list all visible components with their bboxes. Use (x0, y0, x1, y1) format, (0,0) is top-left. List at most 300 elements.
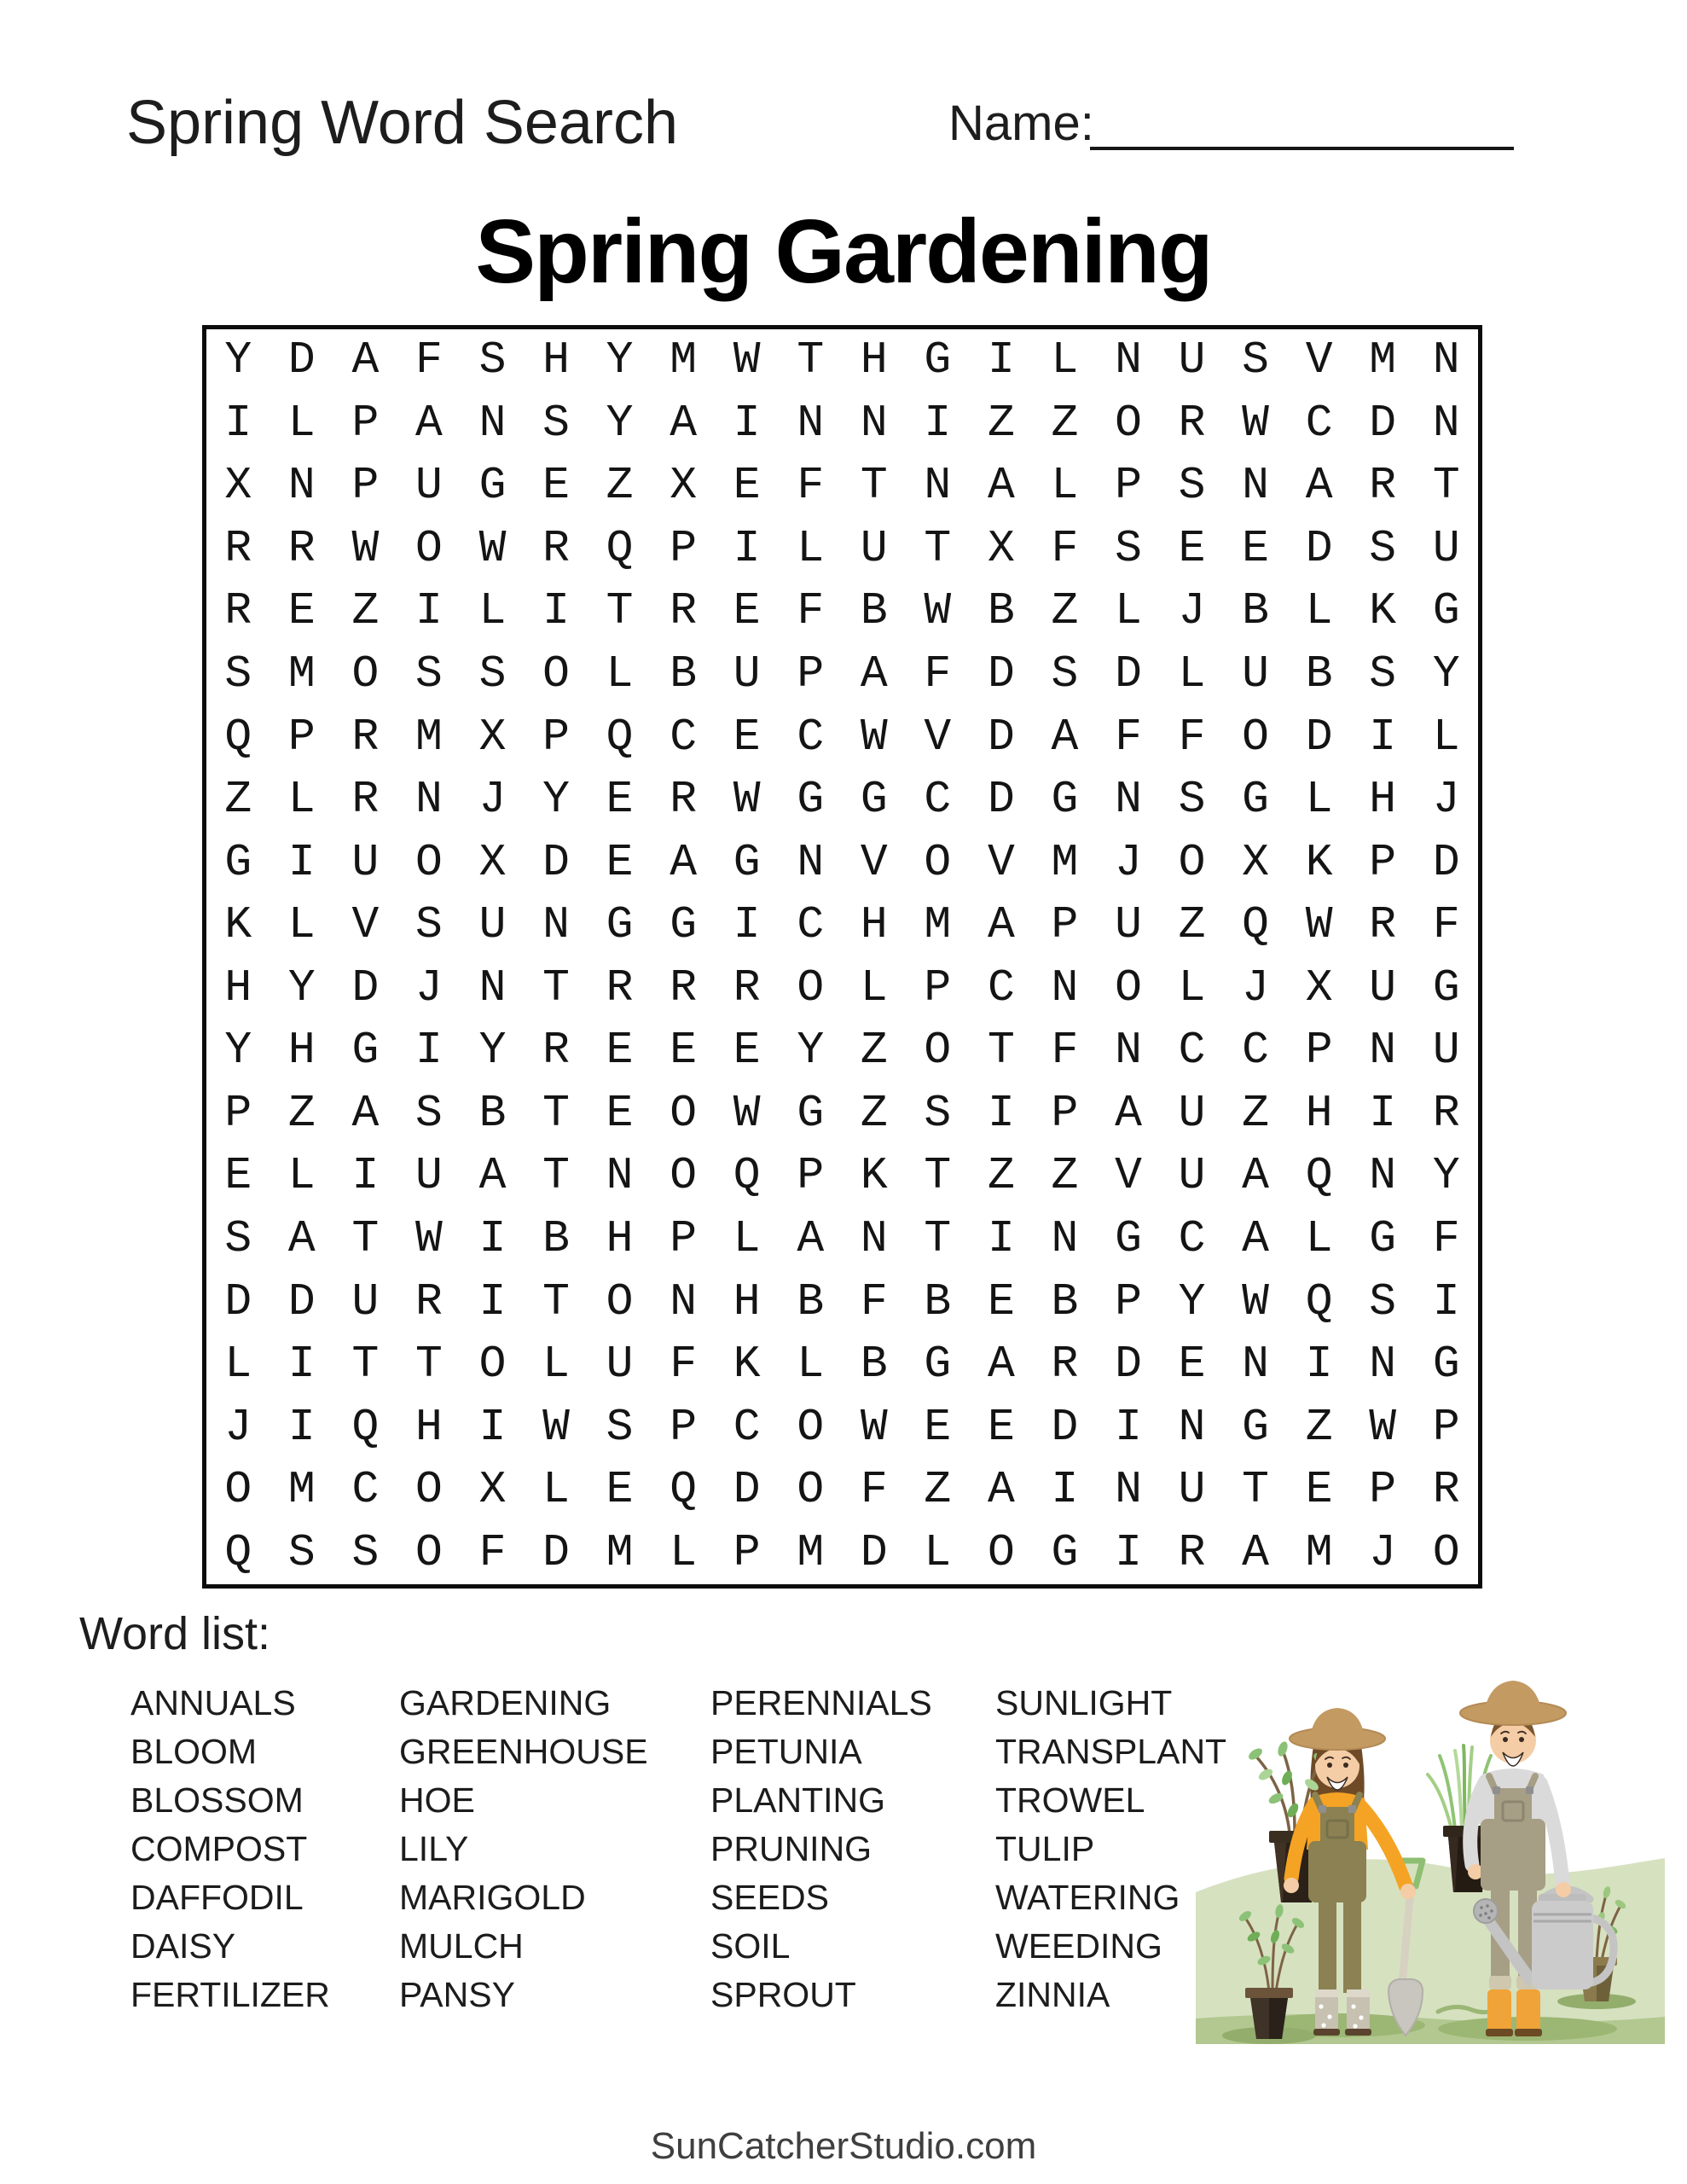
grid-cell: P (542, 711, 570, 763)
grid-cell: E (1178, 1339, 1206, 1391)
grid-cell: R (606, 961, 634, 1014)
grid-cell: S (924, 1087, 952, 1139)
grid-cell: A (670, 836, 698, 888)
word-column (399, 1679, 648, 2019)
grid-cell: W (1242, 397, 1269, 449)
grid-cell: U (1432, 522, 1460, 574)
doc-title: Spring Word Search (126, 89, 678, 157)
grid-cell: M (606, 1526, 634, 1578)
grid-cell: N (1369, 1025, 1397, 1077)
grid-cell: R (1432, 1464, 1460, 1516)
grid-cell: B (987, 585, 1015, 637)
grid-cell: F (478, 1526, 507, 1578)
grid-cell: E (542, 460, 570, 512)
grid-cell: G (351, 1025, 380, 1077)
name-blank-line (1090, 147, 1514, 150)
grid-cell: F (924, 648, 952, 700)
grid-cell: V (987, 836, 1015, 888)
grid-cell: S (1242, 334, 1269, 386)
grid-cell: A (351, 1087, 380, 1139)
puzzle-title: Spring Gardening (475, 201, 1212, 302)
grid-cell: N (287, 460, 316, 512)
grid-cell: I (287, 836, 316, 888)
grid-cell: K (860, 1150, 888, 1202)
grid-cell: R (1178, 397, 1206, 449)
grid-cell: B (670, 648, 698, 700)
grid-cell: G (733, 836, 761, 888)
grid-cell: M (287, 648, 316, 700)
grid-cell: E (606, 1464, 634, 1516)
grid-cell: B (542, 1212, 570, 1264)
grid-cell: D (351, 961, 380, 1014)
grid-cell: P (797, 1150, 825, 1202)
grid-cell: N (415, 774, 443, 826)
grid-cell: I (415, 1025, 443, 1077)
grid-cell: D (287, 334, 316, 386)
grid-cell: F (860, 1275, 888, 1327)
grid-cell: E (287, 585, 316, 637)
grid-cell: H (860, 899, 888, 951)
grid-cell: J (1369, 1526, 1397, 1578)
grid-cell: G (670, 899, 698, 951)
grid-cell: O (606, 1275, 634, 1327)
grid-cell: C (797, 899, 825, 951)
grid-cell: S (1051, 648, 1079, 700)
grid-cell: Y (606, 334, 634, 386)
grid-cell: Q (733, 1150, 761, 1202)
grid-cell: L (1305, 774, 1333, 826)
grid-cell: A (1305, 460, 1333, 512)
grid-cell: E (733, 585, 761, 637)
grid-cell: P (1369, 836, 1397, 888)
grid-cell: L (478, 585, 507, 637)
grid-cell: R (224, 522, 252, 574)
grid-cell: G (1242, 774, 1269, 826)
grid-cell: U (1432, 1025, 1460, 1077)
grid-cell: X (224, 460, 252, 512)
grid-cell: I (924, 397, 952, 449)
grid-cell: G (1115, 1212, 1142, 1264)
grid-cell: U (606, 1339, 634, 1391)
grid-cell: I (733, 522, 761, 574)
grid-cell: O (670, 1087, 698, 1139)
grid-cell: R (1432, 1087, 1460, 1139)
grid-cell: P (1305, 1025, 1333, 1077)
grid-cell: S (224, 1212, 252, 1264)
grid-cell: Z (1178, 899, 1206, 951)
grid-cell: O (797, 1401, 825, 1453)
grid-cell: D (987, 648, 1015, 700)
grid-cell: A (287, 1212, 316, 1264)
grid-cell: L (542, 1464, 570, 1516)
grid-cell: Y (1432, 1150, 1460, 1202)
word-list-item: MULCH (399, 1926, 524, 1966)
grid-cell: L (606, 648, 634, 700)
grid-cell: Q (606, 711, 634, 763)
grid-cell: O (797, 961, 825, 1014)
grid-cell: L (224, 1339, 252, 1391)
wordlist-heading: Word list: (79, 1608, 271, 1659)
grid-cell: U (351, 836, 380, 888)
grid-cell: T (542, 1087, 570, 1139)
grid-cell: W (860, 1401, 888, 1453)
grid-cell: L (1178, 648, 1206, 700)
grid-cell: P (1115, 460, 1142, 512)
grid-cell: D (287, 1275, 316, 1327)
grid-cell: G (1051, 774, 1079, 826)
grid-cell: F (1432, 899, 1460, 951)
grid-cell: Q (351, 1401, 380, 1453)
grid-cell: G (797, 1087, 825, 1139)
grid-cell: L (797, 1339, 825, 1391)
grid-cell: D (1369, 397, 1397, 449)
grid-cell: T (987, 1025, 1015, 1077)
grid-cell: M (1305, 1526, 1333, 1578)
word-list-item: DAFFODIL (130, 1878, 304, 1917)
grid-cell: L (287, 1150, 316, 1202)
grid-cell: L (542, 1339, 570, 1391)
grid-cell: P (733, 1526, 761, 1578)
grid-cell: S (606, 1401, 634, 1453)
grid-cell: U (1178, 334, 1206, 386)
grid-cell: H (733, 1275, 761, 1327)
puzzle-grid (202, 325, 1482, 1589)
word-column (130, 1679, 330, 2019)
grid-cell: S (1369, 1275, 1397, 1327)
grid-cell: P (351, 397, 380, 449)
grid-cell: W (351, 522, 380, 574)
grid-cell: Q (224, 711, 252, 763)
grid-cell: Z (924, 1464, 952, 1516)
grid-cell: B (1305, 648, 1333, 700)
word-list-item: GREENHOUSE (399, 1732, 648, 1771)
grid-cell: S (1115, 522, 1142, 574)
grid-cell: R (224, 585, 252, 637)
grid-cell: O (797, 1464, 825, 1516)
grid-cell: O (924, 836, 952, 888)
grid-cell: D (733, 1464, 761, 1516)
grid-cell: B (478, 1087, 507, 1139)
grid-cell: G (606, 899, 634, 951)
grid-cell: F (860, 1464, 888, 1516)
grid-cell: D (1115, 1339, 1142, 1391)
grid-cell: D (1051, 1401, 1079, 1453)
grid-cell: I (542, 585, 570, 637)
grid-cell: N (1115, 1025, 1142, 1077)
grid-cell: I (287, 1401, 316, 1453)
word-list-item: TULIP (995, 1829, 1095, 1868)
grid-cell: V (1305, 334, 1333, 386)
grid-cell: R (670, 774, 698, 826)
word-list-item: PERENNIALS (710, 1683, 932, 1722)
grid-cell: H (287, 1025, 316, 1077)
grid-cell: A (1115, 1087, 1142, 1139)
grid-cell: G (1051, 1526, 1079, 1578)
grid-cell: U (351, 1275, 380, 1327)
grid-cell: I (987, 334, 1015, 386)
grid-cell: A (415, 397, 443, 449)
grid-cell: L (287, 899, 316, 951)
grid-cell: U (415, 1150, 443, 1202)
grid-cell: Q (1305, 1150, 1333, 1202)
grid-cell: U (1369, 961, 1397, 1014)
grid-cell: G (1432, 1339, 1460, 1391)
grid-cell: T (351, 1339, 380, 1391)
grid-cell: Z (287, 1087, 316, 1139)
grid-cell: G (1369, 1212, 1397, 1264)
grid-cell: A (987, 1464, 1015, 1516)
grid-cell: A (1242, 1526, 1269, 1578)
grid-cell: N (1115, 334, 1142, 386)
grid-cell: A (987, 460, 1015, 512)
grid-cell: M (415, 711, 443, 763)
word-list-item: PRUNING (710, 1829, 872, 1868)
grid-cell: O (1178, 836, 1206, 888)
grid-cell: I (1115, 1401, 1142, 1453)
grid-cell: F (670, 1339, 698, 1391)
grid-cell: I (733, 397, 761, 449)
grid-cell: P (1051, 899, 1079, 951)
grid-cell: Z (351, 585, 380, 637)
grid-cell: Y (606, 397, 634, 449)
word-list-item: COMPOST (130, 1829, 308, 1868)
grid-cell: E (733, 1025, 761, 1077)
grid-cell: E (733, 460, 761, 512)
grid-cell: Z (224, 774, 252, 826)
gardeners-illustration (1191, 1636, 1670, 2054)
grid-cell: X (478, 836, 507, 888)
grid-cell: G (1432, 961, 1460, 1014)
grid-cell: O (1432, 1526, 1460, 1578)
grid-cell: A (1242, 1150, 1269, 1202)
grid-cell: N (924, 460, 952, 512)
grid-cell: N (1178, 1401, 1206, 1453)
grid-cell: G (224, 836, 252, 888)
grid-cell: T (542, 1150, 570, 1202)
grid-cell: U (478, 899, 507, 951)
grid-cell: H (542, 334, 570, 386)
grid-cell: Z (1242, 1087, 1269, 1139)
grid-cell: U (1178, 1464, 1206, 1516)
grid-cell: E (1242, 522, 1269, 574)
grid-cell: S (1369, 522, 1397, 574)
grid-cell: I (415, 585, 443, 637)
grid-cell: T (542, 961, 570, 1014)
grid-cell: W (478, 522, 507, 574)
word-list-item: HOE (399, 1780, 475, 1820)
grid-cell: U (860, 522, 888, 574)
grid-cell: W (733, 1087, 761, 1139)
grid-cell: S (542, 397, 570, 449)
grid-cell: D (860, 1526, 888, 1578)
grid-cell: E (924, 1401, 952, 1453)
grid-cell: S (415, 899, 443, 951)
grid-cell: W (924, 585, 952, 637)
grid-cell: P (924, 961, 952, 1014)
grid-cell: A (1242, 1212, 1269, 1264)
grid-cell: U (1178, 1087, 1206, 1139)
grid-cell: S (478, 648, 507, 700)
grid-cell: U (415, 460, 443, 512)
grid-cell: Y (542, 774, 570, 826)
grid-cell: L (860, 961, 888, 1014)
grid-cell: R (670, 961, 698, 1014)
grid-cell: B (797, 1275, 825, 1327)
grid-cell: L (1051, 460, 1079, 512)
grid-cell: H (415, 1401, 443, 1453)
grid-cell: X (478, 1464, 507, 1516)
grid-cell: Z (860, 1025, 888, 1077)
grid-cell: J (1432, 774, 1460, 826)
word-list-item: SOIL (710, 1926, 791, 1966)
grid-cell: W (860, 711, 888, 763)
grid-cell: K (1369, 585, 1397, 637)
grid-cell: A (860, 648, 888, 700)
grid-cell: D (987, 774, 1015, 826)
grid-cell: J (478, 774, 507, 826)
grid-cell: P (1115, 1275, 1142, 1327)
grid-cell: D (1432, 836, 1460, 888)
grid-cell: J (1115, 836, 1142, 888)
grid-cell: R (670, 585, 698, 637)
grid-cell: E (606, 1087, 634, 1139)
grid-cell: E (606, 1025, 634, 1077)
grid-cell: S (478, 334, 507, 386)
grid-cell: W (733, 334, 761, 386)
grid-cell: O (224, 1464, 252, 1516)
grid-cell: L (733, 1212, 761, 1264)
grid-cell: T (860, 460, 888, 512)
site-footer: SunCatcherStudio.com (650, 2125, 1037, 2167)
grid-cell: I (1051, 1464, 1079, 1516)
grid-cell: G (797, 774, 825, 826)
grid-cell: G (924, 334, 952, 386)
grid-cell: V (924, 711, 952, 763)
grid-cell: I (224, 397, 252, 449)
word-list-item: DAISY (130, 1926, 236, 1966)
grid-cell: L (287, 397, 316, 449)
grid-cell: T (351, 1212, 380, 1264)
grid-cell: O (415, 1464, 443, 1516)
grid-cell: I (987, 1212, 1015, 1264)
grid-cell: O (542, 648, 570, 700)
grid-cell: Y (478, 1025, 507, 1077)
grid-cell: C (733, 1401, 761, 1453)
grid-cell: T (797, 334, 825, 386)
grid-cell: C (797, 711, 825, 763)
grid-cell: W (1369, 1401, 1397, 1453)
grid-cell: A (1051, 711, 1079, 763)
word-list-item: FERTILIZER (130, 1975, 330, 2014)
grid-cell: P (670, 1212, 698, 1264)
grid-cell: Y (287, 961, 316, 1014)
grid-cell: L (924, 1526, 952, 1578)
grid-cell: S (415, 648, 443, 700)
grid-cell: G (924, 1339, 952, 1391)
grid-cell: R (542, 1025, 570, 1077)
grid-cell: B (860, 1339, 888, 1391)
word-list-item: GARDENING (399, 1683, 612, 1722)
grid-cell: I (1369, 1087, 1397, 1139)
grid-cell: A (987, 1339, 1015, 1391)
grid-cell: Y (224, 334, 252, 386)
word-list-item: SUNLIGHT (995, 1683, 1173, 1722)
grid-cell: O (1115, 961, 1142, 1014)
grid-cell: R (351, 711, 380, 763)
grid-cell: R (733, 961, 761, 1014)
grid-cell: B (1051, 1275, 1079, 1327)
grid-cell: V (351, 899, 380, 951)
grid-cell: U (733, 648, 761, 700)
grid-cell: S (287, 1526, 316, 1578)
grid-cell: P (351, 460, 380, 512)
grid-cell: M (1051, 836, 1079, 888)
grid-cell: F (415, 334, 443, 386)
grid-cell: R (1051, 1339, 1079, 1391)
grid-cell: P (287, 711, 316, 763)
name-label: Name: (948, 96, 1094, 151)
grid-cell: Z (987, 397, 1015, 449)
grid-cell: R (1369, 460, 1397, 512)
grid-cell: P (1051, 1087, 1079, 1139)
grid-cell: J (224, 1401, 252, 1453)
grid-cell: J (1242, 961, 1269, 1014)
grid-cell: Q (1242, 899, 1269, 951)
grid-cell: Z (860, 1087, 888, 1139)
grid-cell: D (1305, 522, 1333, 574)
word-list-item: MARIGOLD (399, 1878, 586, 1917)
grid-cell: U (1242, 648, 1269, 700)
grid-cell: I (1305, 1339, 1333, 1391)
grid-cell: N (1115, 1464, 1142, 1516)
grid-cell: G (478, 460, 507, 512)
grid-cell: O (415, 522, 443, 574)
word-list-item: LILY (399, 1829, 469, 1868)
word-column (710, 1679, 932, 2019)
grid-cell: L (1305, 585, 1333, 637)
grid-cell: T (924, 1150, 952, 1202)
grid-cell: G (860, 774, 888, 826)
grid-cell: F (1115, 711, 1142, 763)
grid-cell: U (1115, 899, 1142, 951)
grid-cell: O (415, 836, 443, 888)
grid-cell: S (1369, 648, 1397, 700)
grid-cell: O (924, 1025, 952, 1077)
grid-cell: T (1432, 460, 1460, 512)
word-list-item: TRANSPLANT (995, 1732, 1227, 1771)
grid-cell: R (1369, 899, 1397, 951)
grid-cell: L (1051, 334, 1079, 386)
grid-cell: T (606, 585, 634, 637)
grid-cell: N (1242, 460, 1269, 512)
grid-cell: N (478, 961, 507, 1014)
grid-cell: Z (606, 460, 634, 512)
grid-cell: E (1178, 522, 1206, 574)
grid-cell: A (987, 899, 1015, 951)
grid-cell: N (1432, 334, 1460, 386)
word-list-item: WATERING (995, 1878, 1180, 1917)
grid-cell: F (797, 460, 825, 512)
grid-cell: H (860, 334, 888, 386)
word-list-item: PLANTING (710, 1780, 886, 1820)
grid-cell: R (351, 774, 380, 826)
word-list-item: BLOSSOM (130, 1780, 304, 1820)
grid-cell: O (1115, 397, 1142, 449)
grid-cell: Y (797, 1025, 825, 1077)
grid-cell: T (924, 1212, 952, 1264)
grid-cell: R (415, 1275, 443, 1327)
word-list-item: WEEDING (995, 1926, 1162, 1966)
